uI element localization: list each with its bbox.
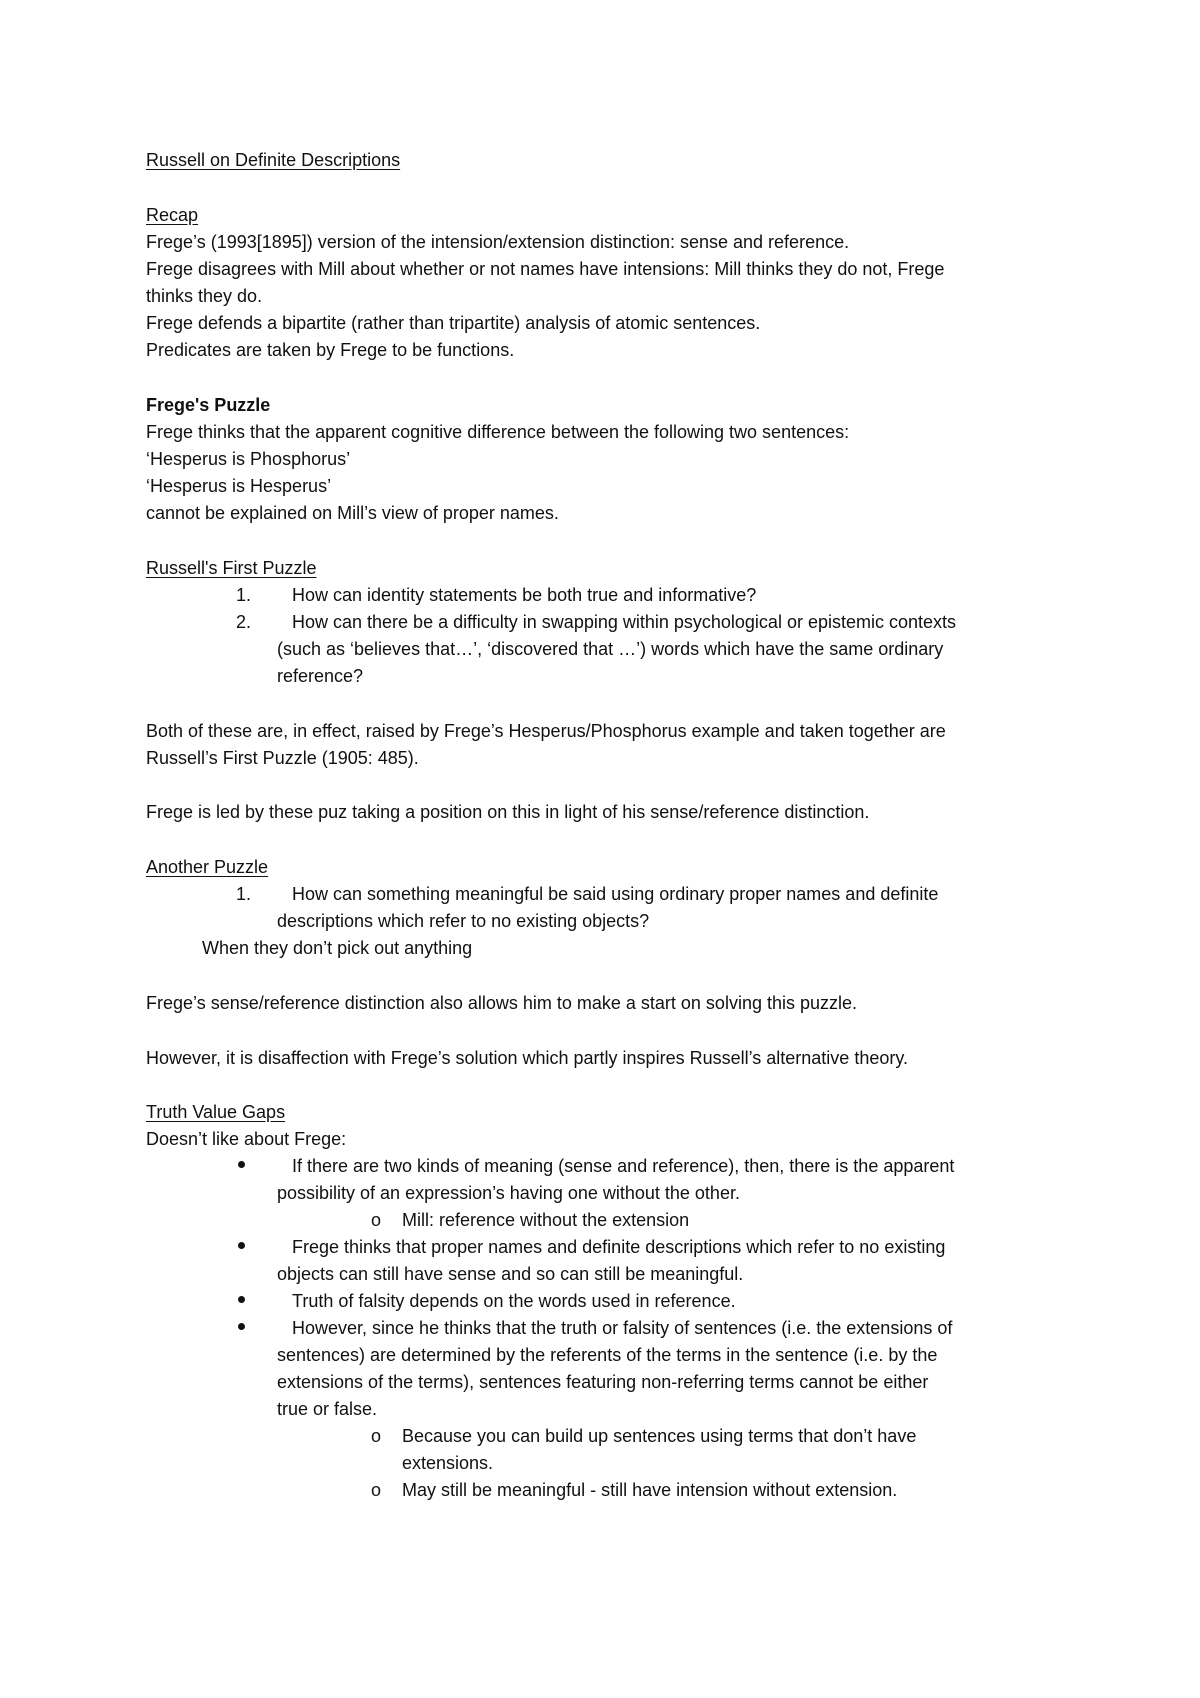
sub-bullet-marker: o xyxy=(371,1210,382,1230)
sub-bullet-text: May still be meaningful - still have intension without extension. xyxy=(402,1480,898,1500)
list-item-text: How can something meaningful be said using ordinary proper names and definite xyxy=(292,884,939,904)
bullet-icon xyxy=(238,1242,245,1249)
bullet-item-text: Frege thinks that proper names and definite descriptions which refer to no existing xyxy=(292,1237,946,1257)
bullet-item-text: true or false. xyxy=(277,1399,378,1419)
recap-line: Frege’s (1993[1895]) version of the intension/extension distinction: sense and reference. xyxy=(146,232,850,252)
freges-puzzle-line: ‘Hesperus is Phosphorus’ xyxy=(146,449,351,469)
recap-line: Frege defends a bipartite (rather than tripartite) analysis of atomic sentences. xyxy=(146,313,761,333)
paragraph-line: However, it is disaffection with Frege’s solution which partly inspires Russell’s alternative theory. xyxy=(146,1048,909,1068)
bullet-item-text: possibility of an expression’s having one without the other. xyxy=(277,1183,740,1203)
sub-bullet-text: Because you can build up sentences using terms that don’t have xyxy=(402,1426,917,1446)
bullet-icon xyxy=(238,1161,245,1168)
list-number: 2. xyxy=(236,612,252,632)
list-item-text: (such as ‘believes that…’, ‘discovered that …’) words which have the same ordinary xyxy=(277,639,944,659)
bullet-item-text: extensions of the terms), sentences featuring non-referring terms cannot be either xyxy=(277,1372,929,1392)
note-line: When they don’t pick out anything xyxy=(202,938,473,958)
recap-line: Frege disagrees with Mill about whether or not names have intensions: Mill thinks they do not, Frege xyxy=(146,259,945,279)
paragraph-line: Frege is led by these puz taking a position on this in light of his sense/reference distinction. xyxy=(146,802,870,822)
freges-puzzle-heading: Frege's Puzzle xyxy=(146,395,271,415)
sub-bullet-text: Mill: reference without the extension xyxy=(402,1210,690,1230)
freges-puzzle-line: ‘Hesperus is Hesperus’ xyxy=(146,476,332,496)
bullet-icon xyxy=(238,1296,245,1303)
bullet-item-text: However, since he thinks that the truth or falsity of sentences (i.e. the extensions of xyxy=(292,1318,953,1338)
paragraph-line: Both of these are, in effect, raised by Frege’s Hesperus/Phosphorus example and taken together are xyxy=(146,721,946,741)
sub-bullet-text: extensions. xyxy=(402,1453,494,1473)
list-number: 1. xyxy=(236,884,252,904)
bullet-item-text: If there are two kinds of meaning (sense and reference), then, there is the apparent xyxy=(292,1156,955,1176)
list-item-text: How can identity statements be both true and informative? xyxy=(292,585,757,605)
recap-line: Predicates are taken by Frege to be functions. xyxy=(146,340,515,360)
bullet-item-text: Truth of falsity depends on the words used in reference. xyxy=(292,1291,736,1311)
sub-bullet-marker: o xyxy=(371,1480,382,1500)
bullet-icon xyxy=(238,1323,245,1330)
sub-bullet-marker: o xyxy=(371,1426,382,1446)
list-item-text: How can there be a difficulty in swapping within psychological or epistemic contexts xyxy=(292,612,957,632)
freges-puzzle-line: Frege thinks that the apparent cognitive difference between the following two sentences: xyxy=(146,422,850,442)
list-item-text: descriptions which refer to no existing objects? xyxy=(277,911,650,931)
first-puzzle-heading: Russell's First Puzzle xyxy=(146,558,317,578)
truth-value-gaps-heading: Truth Value Gaps xyxy=(146,1102,286,1122)
another-puzzle-heading: Another Puzzle xyxy=(146,857,269,877)
truth-value-gaps-intro: Doesn’t like about Frege: xyxy=(146,1129,347,1149)
paragraph-line: Frege’s sense/reference distinction also allows him to make a start on solving this puzzle. xyxy=(146,993,858,1013)
document-title: Russell on Definite Descriptions xyxy=(146,150,401,170)
list-item-text: reference? xyxy=(277,666,364,686)
bullet-item-text: sentences) are determined by the referents of the terms in the sentence (i.e. by the xyxy=(277,1345,938,1365)
paragraph-line: Russell’s First Puzzle (1905: 485). xyxy=(146,748,419,768)
bullet-item-text: objects can still have sense and so can still be meaningful. xyxy=(277,1264,744,1284)
freges-puzzle-line: cannot be explained on Mill’s view of proper names. xyxy=(146,503,559,523)
recap-heading: Recap xyxy=(146,205,199,225)
list-number: 1. xyxy=(236,585,252,605)
recap-line: thinks they do. xyxy=(146,286,263,306)
